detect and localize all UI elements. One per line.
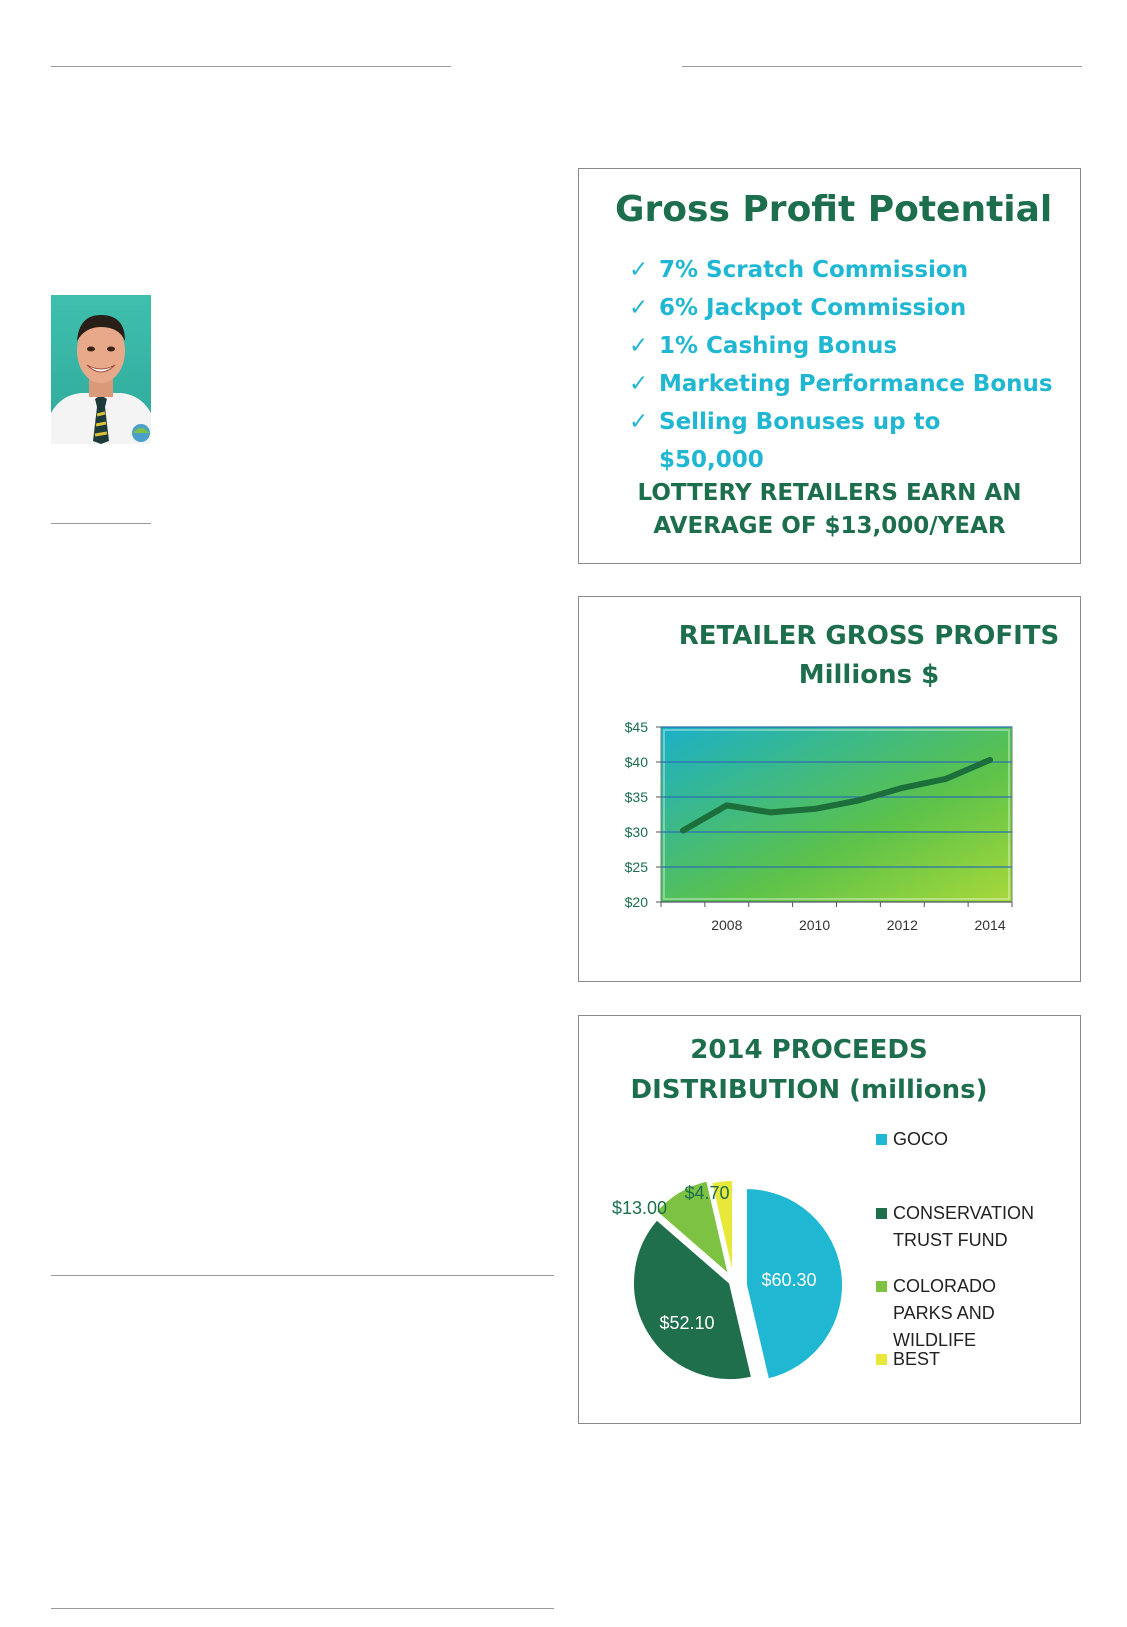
data-point xyxy=(989,758,992,761)
mid-left-rule xyxy=(51,1275,554,1276)
list-item-continuation xyxy=(629,441,1053,479)
gross-profit-title: Gross Profit Potential xyxy=(615,189,1053,230)
data-point xyxy=(813,807,816,810)
x-tick-label: 2008 xyxy=(711,917,743,933)
legend-swatch xyxy=(876,1208,887,1219)
legend-label: PARKS AND xyxy=(893,1303,995,1323)
retailer-earnings-callout xyxy=(579,477,1080,543)
check-icon: ✓ xyxy=(629,257,649,283)
y-tick-label: $30 xyxy=(624,824,648,840)
legend-swatch xyxy=(876,1134,887,1145)
data-point xyxy=(857,799,860,802)
chart-title: RETAILER GROSS PROFITS xyxy=(678,621,1060,651)
legend-label: GOCO xyxy=(893,1129,949,1149)
data-point xyxy=(945,777,948,780)
pie-chart xyxy=(579,1016,1082,1425)
x-tick-label: 2012 xyxy=(886,917,918,933)
list-item-text: $50,000 xyxy=(659,447,764,473)
data-point xyxy=(681,829,684,832)
gross-profit-list xyxy=(629,251,1053,479)
check-icon: ✓ xyxy=(629,371,649,397)
gross-profit-panel xyxy=(578,168,1081,564)
y-tick-label: $40 xyxy=(624,754,648,770)
bottom-left-rule xyxy=(51,1608,554,1609)
data-point xyxy=(901,786,904,789)
pie-slice-label: $52.10 xyxy=(659,1313,715,1333)
chart-subtitle: Millions $ xyxy=(798,660,940,690)
author-portrait xyxy=(51,295,151,444)
x-tick-label: 2014 xyxy=(974,917,1006,933)
data-point xyxy=(769,811,772,814)
top-left-rule xyxy=(51,66,451,67)
pie-title-line1: 2014 PROCEEDS xyxy=(690,1035,928,1065)
proceeds-distribution-panel xyxy=(578,1015,1081,1424)
callout-line: AVERAGE OF $13,000/YEAR xyxy=(653,513,1006,539)
y-tick-label: $25 xyxy=(624,859,648,875)
list-item-text: 1% Cashing Bonus xyxy=(659,333,898,359)
legend-swatch xyxy=(876,1354,887,1365)
legend-label: TRUST FUND xyxy=(893,1230,1008,1250)
y-tick-label: $20 xyxy=(624,894,648,910)
line-chart xyxy=(579,597,1082,983)
pie-title-line2: DISTRIBUTION (millions) xyxy=(630,1075,988,1105)
pie-slice-label: $13.00 xyxy=(612,1198,668,1218)
list-item xyxy=(629,403,1053,441)
pie-slice-label: $4.70 xyxy=(684,1183,730,1203)
list-item xyxy=(629,251,1053,289)
legend-label: COLORADO xyxy=(893,1276,997,1296)
portrait-caption-rule xyxy=(51,523,151,524)
list-item-text: 6% Jackpot Commission xyxy=(659,295,967,321)
y-tick-label: $45 xyxy=(624,719,648,735)
retailer-profits-chart-panel xyxy=(578,596,1081,982)
top-right-rule xyxy=(682,66,1082,67)
list-item-text: Marketing Performance Bonus xyxy=(659,371,1053,397)
pie-slice-label: $60.30 xyxy=(761,1270,817,1290)
legend-label: BEST xyxy=(893,1349,941,1369)
legend-label: CONSERVATION xyxy=(893,1203,1035,1223)
list-item xyxy=(629,327,1053,365)
list-item xyxy=(629,365,1053,403)
legend-label: WILDLIFE xyxy=(893,1330,977,1350)
check-icon: ✓ xyxy=(629,333,649,359)
callout-line: LOTTERY RETAILERS EARN AN xyxy=(637,480,1022,506)
list-item-text: 7% Scratch Commission xyxy=(659,257,969,283)
data-point xyxy=(725,804,728,807)
list-item-text: Selling Bonuses up to xyxy=(659,409,941,435)
portrait-illustration xyxy=(51,295,151,444)
x-tick-label: 2010 xyxy=(798,917,831,933)
legend-swatch xyxy=(876,1281,887,1292)
check-icon: ✓ xyxy=(629,409,649,435)
list-item xyxy=(629,289,1053,327)
check-icon: ✓ xyxy=(629,295,649,321)
y-tick-label: $35 xyxy=(624,789,648,805)
